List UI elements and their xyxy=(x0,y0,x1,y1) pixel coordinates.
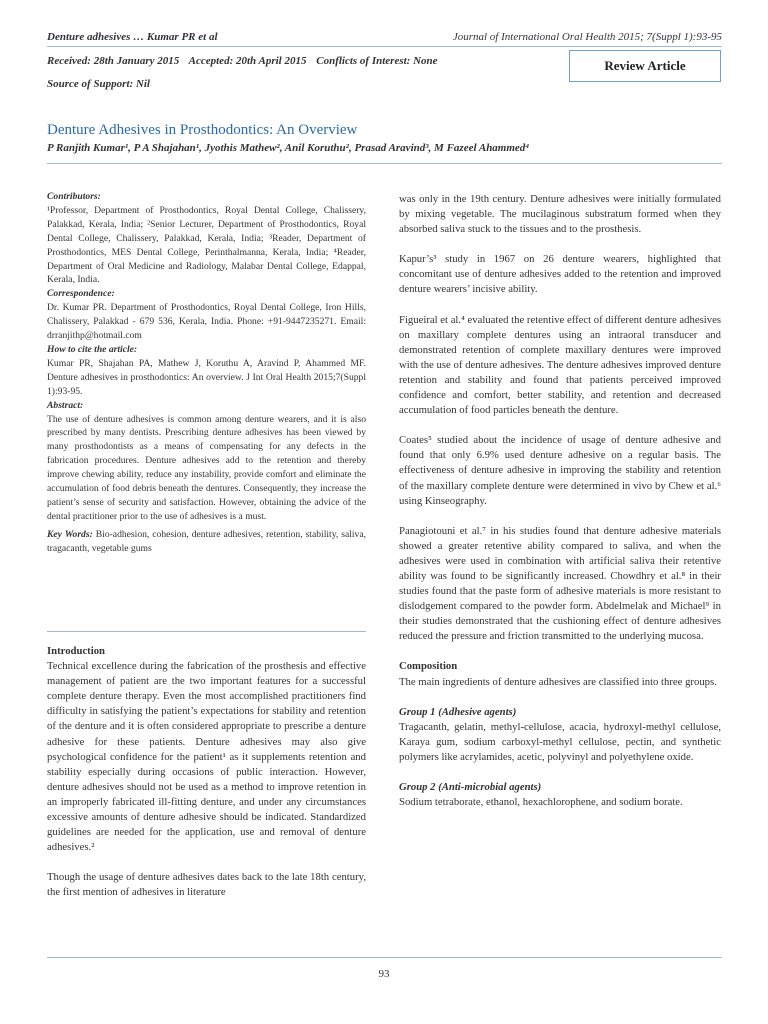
citation-heading: How to cite the article: xyxy=(47,343,138,355)
author-list: P Ranjith Kumar¹, P A Shajahan¹, Jyothis Mathew², Anil Koruthu², Prasad Aravind³, M Fazeel Ahammed⁴ xyxy=(47,142,530,154)
keywords-text: Bio-adhesion, cohesion, denture adhesives, retention, stability, saliva, tragacanth, vegetable gums xyxy=(47,528,366,554)
conflicts-note: Conflicts of Interest: None xyxy=(316,55,438,67)
introduction-heading: Introduction xyxy=(47,645,106,657)
panagiotouni-paragraph: Panagiotouni et al.⁷ in his studies found that denture adhesive materials showed a greater retentive ability compared to saliva, and when the adhesives were used in combination with artificial saliva their retentive ability was found to be significantly increased. Chowdhry et al.⁸ in their studies found that the paste form of adhesive materials is more resistant to dislodgement compared to the powder form. Abdelmelak and Michael⁹ in their studies demonstrated that the cushioning effect of denture adhesives reduced the pressure and friction transmitted to the underlying mucosa. xyxy=(399,524,721,643)
right-column xyxy=(399,192,721,810)
figueiral-paragraph: Figueiral et al.⁴ evaluated the retentive effect of different denture adhesives on maxillary complete dentures using an intraoral transducer and demonstrated retention of complete maxillary dentures were improved with the use of denture adhesives. The denture adhesives improved denture retention and stability and found that patients perceived improved confidence and comfort, better stability, and retention and decreased accumulation of food particles beneath the denture. xyxy=(399,313,721,417)
kapur-paragraph: Kapur’s³ study in 1967 on 26 denture wearers, highlighted that concomitant use of denture adhesives added to the retention and improved denture wearers’ incisive ability. xyxy=(399,253,721,296)
keywords xyxy=(47,528,366,556)
group2-text: Sodium tetraborate, ethanol, hexachlorophene, and sodium borate. xyxy=(399,796,683,809)
composition-heading: Composition xyxy=(399,660,458,673)
correspondence-heading: Correspondence: xyxy=(47,288,115,300)
article-type-badge: Review Article xyxy=(569,50,721,82)
info-box-divider xyxy=(47,631,366,632)
accepted-date: Accepted: 20th April 2015 xyxy=(188,55,307,67)
contributors-text: ¹Professor, Department of Prosthodontics, Royal Dental College, Chalissery, Palakkad, Kerala, India; ²Senior Lecturer, Department of Prosthodontics, Royal Dental College, Chalissery, Palakkad, Kerala, India; ³Reader, Department of Prosthodontics, MES Dental College, Perinthalmanna, Kerala, India; ⁴Reader, Department of Oral Medicine and Radiology, Malabar Dental College, Edappal, Kerala, India. xyxy=(47,204,366,286)
group1-heading: Group 1 (Adhesive agents) xyxy=(399,705,517,718)
keywords-heading: Key Words: xyxy=(47,528,93,540)
group1-text: Tragacanth, gelatin, methyl-cellulose, acacia, hydroxyl-methyl cellulose, Karaya gum, sodium carboxyl-methyl cellulose, pectin, and synthetic polymers like acrylamides, acetic, polyvinyl and polyethylene oxide. xyxy=(399,720,721,763)
running-title: Denture adhesives … Kumar PR et al xyxy=(47,31,218,43)
group2-heading: Group 2 (Anti-microbial agents) xyxy=(399,781,542,793)
introduction-paragraph-1: Technical excellence during the fabrication of the prosthesis and effective management of patient are the two important features for a successful complete denture therapy. Even the most accomplished practitioners find difficulty in satisfying the patient’s expectations for stability and retention of the denture and it is often considered appropriate to prescribe a denture adhesive for these patients. Denture adhesives may also give psychological confidence for the patient¹ as it supplements retention and stability especially during occasions of public interaction. However, denture adhesives should not be used as a method to improve retention in an improperly fabricated ill-fitting denture, and under any circumstances excessive amounts of denture adhesive should be indicated. Standardized guidelines are needed for the application, use and removal of denture adhesives.² xyxy=(47,660,366,854)
article-info-box xyxy=(47,190,366,556)
received-date: Received: 28th January 2015 xyxy=(47,55,180,67)
support-note: Source of Support: Nil xyxy=(47,78,150,90)
title-divider xyxy=(47,163,722,164)
left-column xyxy=(47,644,366,901)
history-paragraph: was only in the 19th century. Denture adhesives were initially formulated by mixing vegetable. The mucilaginous substratum formed when they absorbed saliva stuck to the tissues and to the prosthesis. xyxy=(399,193,721,236)
article-title: Denture Adhesives in Prosthodontics: An Overview xyxy=(47,122,358,138)
introduction-paragraph-2: Though the usage of denture adhesives dates back to the late 18th century, the first mention of adhesives in literature xyxy=(47,871,366,899)
page-number: 93 xyxy=(378,968,390,980)
footer-divider xyxy=(47,957,722,958)
abstract-text: The use of denture adhesives is common among denture wearers, and it is also prescribed by many dentists. Prescribing denture adhesives has been viewed by many prosthodontists as a means of compensating for any defects in the fabrication procedures. Denture adhesives add to the retention and thereby improve chewing ability, reduce any instability, provide comfort and eliminate the accumulation of food debris beneath the dentures. Consequently, they increase the patient’s sense of security and satisfaction. However, obtaining the advice of the dental practitioner prior to the use of adhesives is a must. xyxy=(47,413,366,522)
citation-text: Kumar PR, Shajahan PA, Mathew J, Koruthu A, Aravind P, Ahammed MF. Denture adhesives in prosthodontics: An overview. J Int Oral Health 2015;7(Suppl 1):93-95. xyxy=(47,357,366,397)
composition-text: The main ingredients of denture adhesives are classified into three groups. xyxy=(399,675,717,688)
abstract-heading: Abstract: xyxy=(47,399,84,411)
correspondence-text: Dr. Kumar PR. Department of Prosthodontics, Royal Dental College, Iron Hills, Chalissery, Palakkad - 679 536, Kerala, India. Phone: +91-9447235271. Email: drranjithp@hotmail.com xyxy=(47,302,366,342)
dates-line xyxy=(47,55,445,67)
journal-citation: Journal of International Oral Health 2015; 7(Suppl 1):93-95 xyxy=(452,31,722,43)
header-divider xyxy=(47,46,722,47)
coates-paragraph: Coates⁵ studied about the incidence of usage of denture adhesive and found that only 6.9% used denture adhesive on a regular basis. The effectiveness of denture adhesive in improving the stability and retention of the maxillary complete denture were determined in vivo by Chew et al.⁶ using Kinseography. xyxy=(399,434,721,507)
contributors-heading: Contributors: xyxy=(47,191,101,202)
